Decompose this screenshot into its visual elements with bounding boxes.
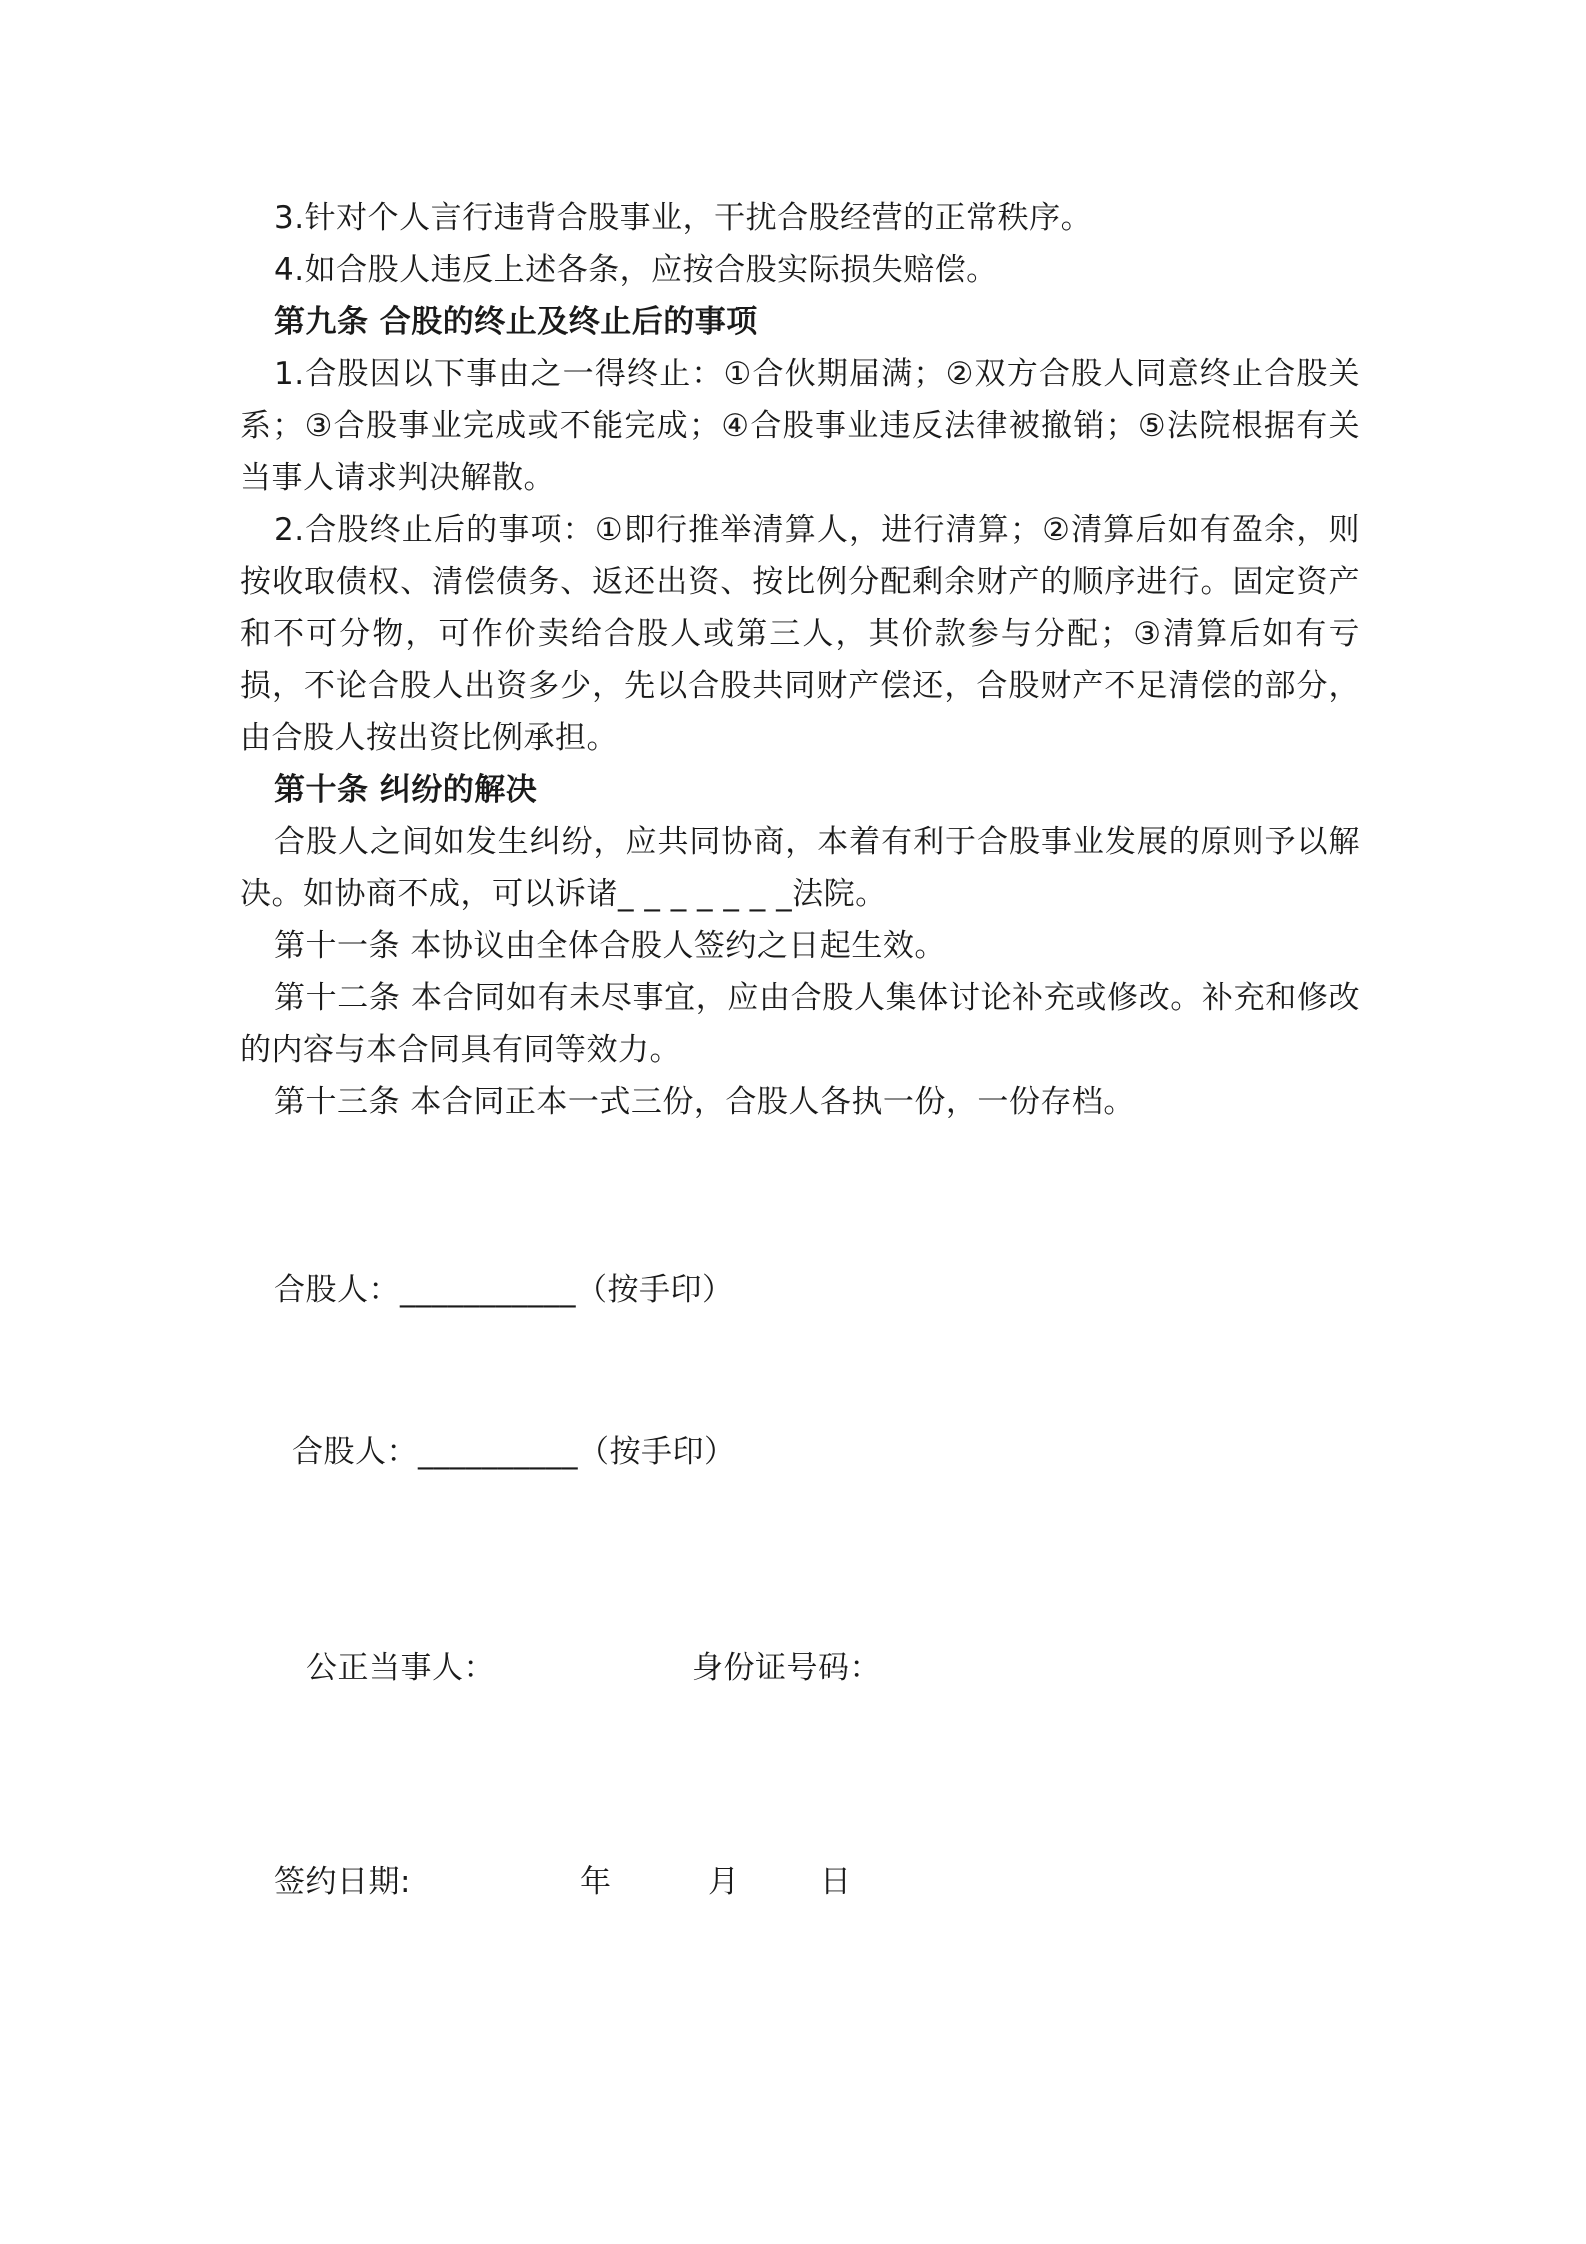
sign-date-month: 月	[708, 1864, 740, 1900]
article-11: 第十一条 本协议由全体合股人签约之日起生效。	[274, 928, 946, 964]
article-13: 第十三条 本合同正本一式三份，合股人各执一份，一份存档。	[274, 1084, 1135, 1120]
article-9-item-1: 1.合股因以下事由之一得终止：①合伙期届满；②双方合股人同意终止合股关系；③合股事业完成或不能完成；④合股事业违反法律被撤销；⑤法院根据有关当事人请求判决解散。	[240, 356, 1360, 496]
article-10-body: 合股人之间如发生纠纷，应共同协商，本着有利于合股事业发展的原则予以解决。如协商不成，可以诉诸_ _ _ _ _ _ _法院。	[240, 824, 1360, 912]
sign-date-label: 签约日期:	[274, 1864, 411, 1900]
partner-1-signature-line: 合股人：___________（按手印）	[274, 1272, 734, 1308]
clause-item-4: 4.如合股人违反上述各条，应按合股实际损失赔偿。	[274, 252, 998, 288]
contract-body	[240, 192, 1360, 1128]
article-9-heading: 第九条 合股的终止及终止后的事项	[274, 304, 758, 340]
id-number-label: 身份证号码：	[692, 1650, 881, 1686]
article-9-item-2: 2.合股终止后的事项：①即行推举清算人，进行清算；②清算后如有盈余，则按收取债权、清偿债务、返还出资、按比例分配剩余财产的顺序进行。固定资产和不可分物，可作价卖给合股人或第三人，其价款参与分配；③清算后如有亏损，不论合股人出资多少，先以合股共同财产偿还，合股财产不足清偿的部分，由合股人按出资比例承担。	[240, 512, 1360, 756]
notary-party-label: 公正当事人：	[306, 1650, 495, 1686]
clause-item-3: 3.针对个人言行违背合股事业，干扰合股经营的正常秩序。	[274, 200, 1093, 236]
sign-date-day: 日	[820, 1864, 852, 1900]
article-10-heading: 第十条 纠纷的解决	[274, 772, 538, 808]
article-12: 第十二条 本合同如有未尽事宜，应由合股人集体讨论补充或修改。补充和修改的内容与本合同具有同等效力。	[240, 980, 1360, 1068]
sign-date-year: 年	[580, 1864, 612, 1900]
partner-2-signature-line: 合股人：__________（按手印）	[292, 1434, 736, 1470]
